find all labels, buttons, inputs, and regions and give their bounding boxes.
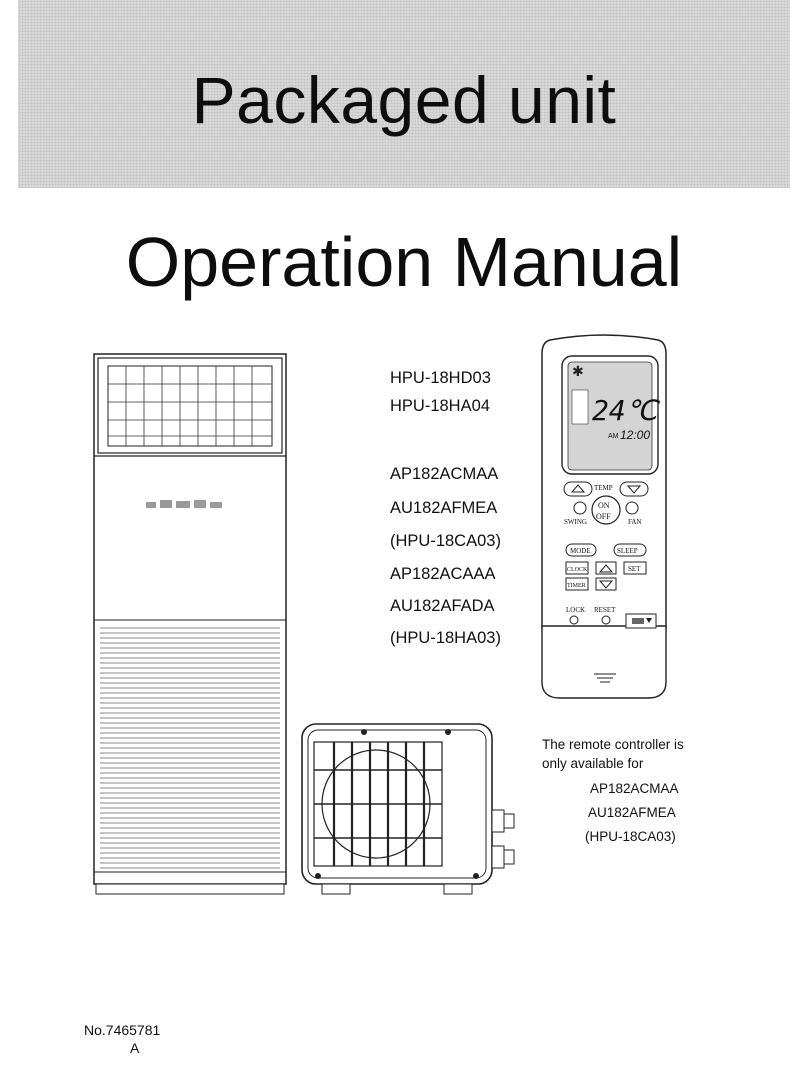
model-number: AP182ACMAA — [390, 465, 499, 483]
remote-swing-label: SWING — [564, 518, 587, 526]
banner-title: Packaged unit — [191, 63, 617, 137]
model-number: AP182ACAAA — [390, 565, 496, 583]
remote-display-time: 12:00 — [620, 428, 651, 442]
model-number: (HPU-18CA03) — [390, 532, 501, 550]
model-number: AU182AFMEA — [390, 499, 498, 517]
remote-note-line2: only available for — [542, 756, 644, 771]
outdoor-unit-illustration — [296, 718, 526, 900]
remote-timer-label: TIMER — [567, 583, 586, 589]
remote-on-label: ON — [598, 501, 610, 510]
remote-note-line1: The remote controller is — [542, 737, 684, 752]
remote-display-temp: 24℃ — [592, 394, 658, 427]
snowflake-icon: ✱ — [572, 363, 584, 379]
document-number: No.7465781 — [84, 1022, 161, 1038]
model-number: (HPU-18HA03) — [390, 629, 501, 647]
remote-fan-label: FAN — [628, 518, 642, 526]
remote-lock-label: LOCK — [566, 606, 586, 614]
remote-note-model: (HPU-18CA03) — [585, 829, 676, 844]
remote-display-ampm: AM — [608, 433, 619, 440]
remote-note-model: AP182ACMAA — [590, 781, 679, 796]
remote-mode-label: MODE — [570, 547, 591, 555]
remote-clock-label: CLOCK — [567, 567, 588, 573]
model-number: HPU-18HA04 — [390, 397, 490, 415]
indoor-unit-illustration — [90, 352, 290, 908]
remote-note-model: AU182AFMEA — [588, 805, 676, 820]
remote-set-label: SET — [628, 565, 641, 573]
remote-reset-label: RESET — [594, 606, 616, 614]
remote-sleep-label: SLEEP — [617, 547, 638, 555]
model-number: AU182AFADA — [390, 597, 495, 615]
remote-off-label: OFF — [596, 512, 611, 521]
remote-controller-illustration — [536, 330, 672, 702]
remote-temp-label: TEMP — [594, 484, 613, 492]
title-banner — [18, 0, 790, 188]
page-title: Operation Manual — [125, 223, 683, 301]
document-revision: A — [130, 1040, 140, 1056]
model-number: HPU-18HD03 — [390, 369, 491, 387]
